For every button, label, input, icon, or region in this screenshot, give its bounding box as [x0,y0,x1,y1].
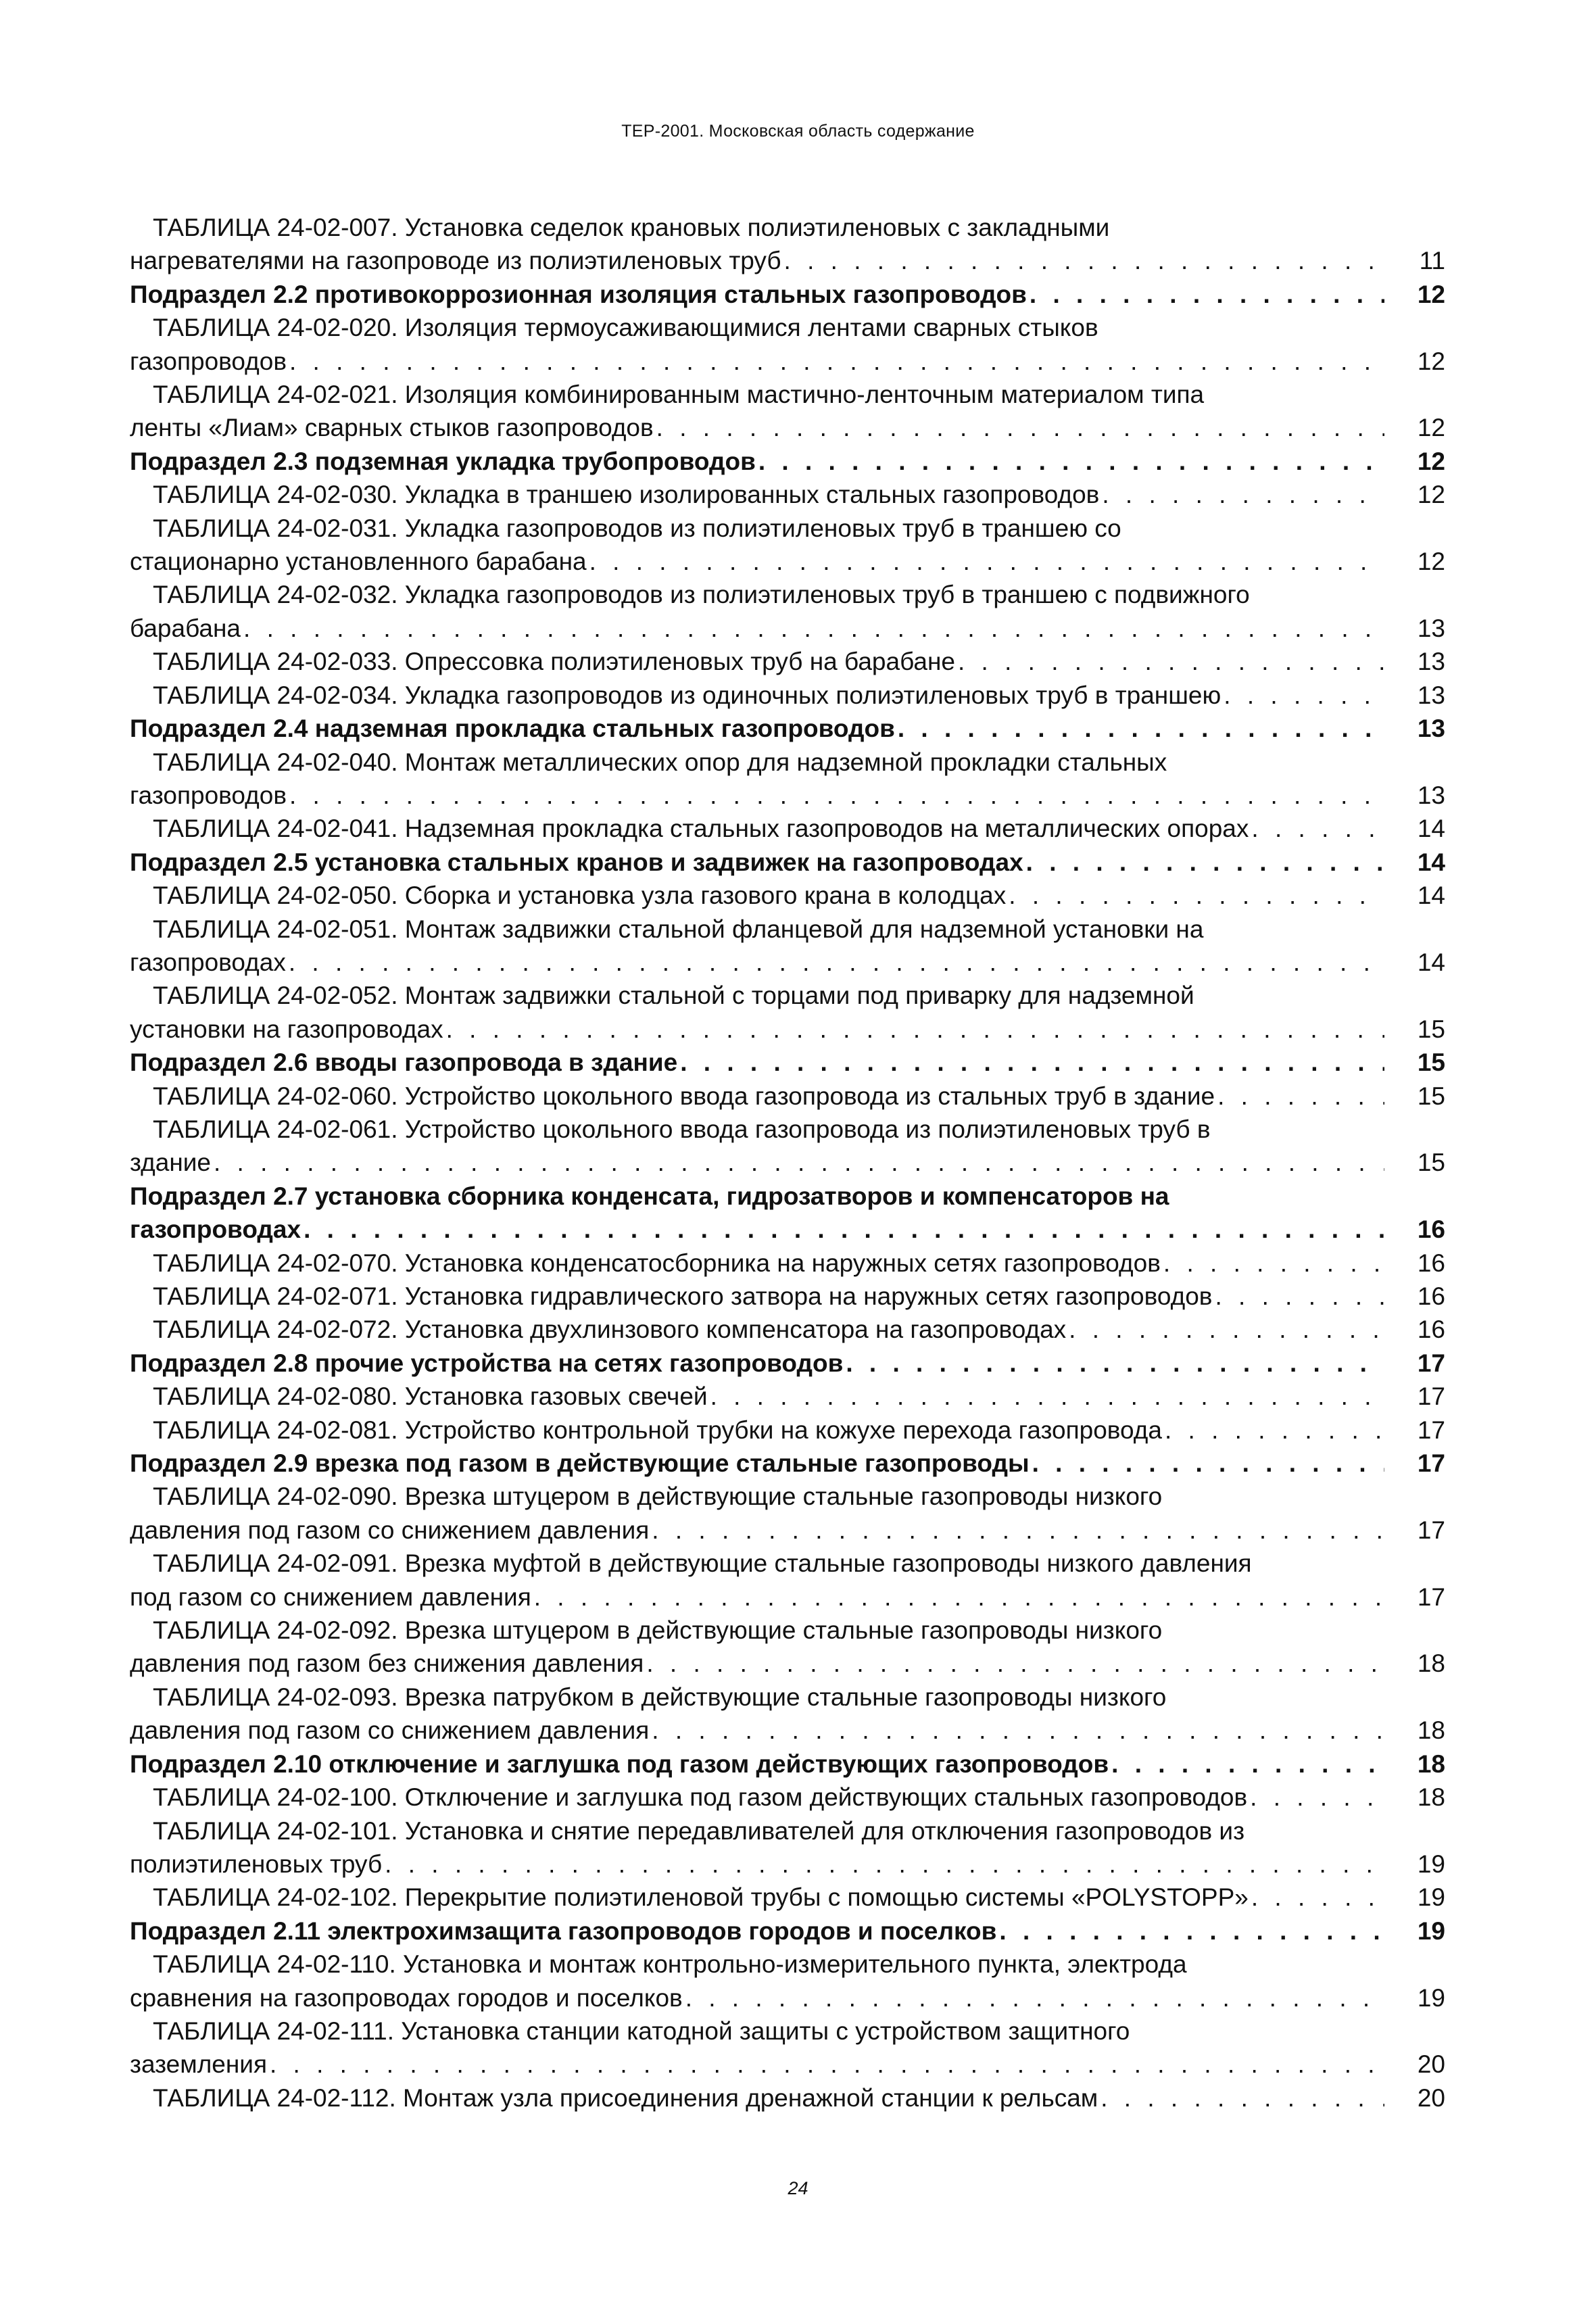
toc-page-number: 19 [1417,1850,1445,1878]
toc-entry-text: ТАБЛИЦА 24-02-100. Отключение и заглушка под газом действующих стальных газопроводов [153,1783,1248,1812]
toc-page-number: 18 [1417,1750,1445,1778]
toc-entry-text: Подраздел 2.5 установка стальных кранов и задвижек на газопроводах [130,848,1023,876]
toc-entry-line [130,411,1384,444]
toc-table-entry [130,578,1445,645]
toc-page-number: 18 [1417,1649,1445,1678]
dot-leader [1102,478,1384,511]
toc-entry-text: ТАБЛИЦА 24-02-020. Изоляция термоусаживающимися лентами сварных стыков [153,314,1098,342]
toc-page-number: 13 [1417,648,1445,676]
toc-entry-text: газопроводах [130,1215,301,1244]
toc-entry-text: газопроводов [130,781,287,809]
dot-leader [1251,812,1384,845]
dot-leader [289,946,1384,979]
toc-table-entry [130,812,1445,845]
toc-entry-line [130,612,1384,645]
toc-entry-text: здание [130,1149,211,1177]
toc-entry-line [130,512,1384,545]
dot-leader [1163,1247,1384,1280]
dot-leader [710,1380,1384,1413]
toc-entry-text: давления под газом со снижением давления [130,1516,650,1544]
table-of-contents [130,211,1445,2115]
page-header: ТЕР-2001. Московская область содержание [621,122,975,141]
toc-entry-text: полиэтиленовых труб [130,1850,383,1878]
dot-leader [1032,1447,1384,1480]
toc-entry-line [130,378,1384,411]
toc-entry-text: сравнения на газопроводах городов и поселков [130,1983,683,2012]
toc-table-entry [130,1313,1445,1346]
toc-entry-line [130,1080,1384,1113]
toc-table-entry [130,1480,1445,1547]
dot-leader [685,1981,1384,2015]
toc-entry-text: ТАБЛИЦА 24-02-032. Укладка газопроводов из полиэтиленовых труб в траншею с подвижного [153,581,1250,609]
toc-entry-text: ТАБЛИЦА 24-02-111. Установка станции катодной защиты с устройством защитного [153,2017,1130,2045]
dot-leader [1165,1414,1384,1447]
toc-page-number: 19 [1417,1916,1445,1945]
toc-entry-text: ленты «Лиам» сварных стыков газопроводов [130,414,654,442]
toc-entry-text: ТАБЛИЦА 24-02-110. Установка и монтаж контрольно-измерительного пункта, электрода [153,1950,1187,1979]
dot-leader [1224,679,1384,712]
toc-page-number: 15 [1417,1082,1445,1110]
toc-entry-text: Подраздел 2.7 установка сборника конденсата, гидрозатворов и компенсаторов на [130,1182,1169,1210]
page-number: 24 [788,2178,808,2198]
dot-leader [646,1647,1384,1680]
toc-entry-text: ТАБЛИЦА 24-02-102. Перекрытие полиэтиленовой трубы с помощью системы «POLYSTOPP» [153,1883,1249,1912]
toc-entry-line [130,1981,1384,2015]
toc-table-entry [130,1814,1445,1881]
toc-table-entry [130,913,1445,980]
toc-entry-text: установки на газопроводах [130,1015,443,1043]
dot-leader [1217,1080,1384,1113]
toc-entry-line [130,1614,1384,1647]
dot-leader [1101,2081,1384,2115]
toc-entry-line [130,779,1384,812]
toc-table-entry [130,1380,1445,1413]
toc-entry-line [130,1247,1384,1280]
toc-section-entry [130,1914,1445,1948]
toc-table-entry [130,1881,1445,1914]
toc-page-number: 14 [1417,948,1445,976]
dot-leader [652,1714,1384,1747]
toc-table-entry [130,378,1445,445]
dot-leader [1215,1280,1384,1313]
toc-entry-line [130,679,1384,712]
toc-page-number: 13 [1417,681,1445,709]
toc-entry-line [130,1848,1384,1881]
toc-entry-text: Подраздел 2.8 прочие устройства на сетях газопроводов [130,1349,844,1377]
toc-page-number: 18 [1417,1716,1445,1745]
dot-leader [652,1514,1384,1547]
dot-leader [589,545,1384,578]
toc-section-entry [130,1747,1445,1781]
toc-entry-line [130,211,1384,244]
toc-entry-text: ТАБЛИЦА 24-02-007. Установка седелок крановых полиэтиленовых с закладными [153,214,1110,241]
toc-entry-line [130,913,1384,946]
toc-entry-line [130,1814,1384,1848]
toc-entry-line [130,1681,1384,1714]
toc-table-entry [130,1080,1445,1113]
toc-page-number: 15 [1417,1015,1445,1043]
toc-entry-line [130,1881,1384,1914]
toc-entry-line [130,645,1384,678]
toc-entry-text: ТАБЛИЦА 24-02-072. Установка двухлинзового компенсатора на газопроводах [153,1316,1067,1344]
toc-entry-text: Подраздел 2.9 врезка под газом в действующие стальные газопроводы [130,1449,1030,1478]
toc-page-number: 20 [1417,2083,1445,2112]
dot-leader [680,1046,1384,1079]
toc-table-entry [130,1614,1445,1681]
dot-leader [270,2048,1384,2081]
toc-table-entry [130,1414,1445,1447]
toc-entry-line [130,712,1384,745]
toc-page-number: 17 [1417,1416,1445,1444]
toc-entry-text: ТАБЛИЦА 24-02-040. Монтаж металлических опор для надземной прокладки стальных [153,748,1167,776]
toc-entry-text: Подраздел 2.4 надземная прокладка стальных газопроводов [130,715,895,743]
toc-entry-text: ТАБЛИЦА 24-02-051. Монтаж задвижки стальной фланцевой для надземной установки на [153,915,1204,943]
toc-table-entry [130,512,1445,579]
dot-leader [304,1213,1384,1246]
toc-entry-line [130,2081,1384,2115]
dot-leader [214,1146,1384,1179]
toc-entry-text: ТАБЛИЦА 24-02-070. Установка конденсатосборника на наружных сетях газопроводов [153,1249,1161,1277]
toc-section-entry [130,846,1445,879]
toc-page-number: 17 [1417,1516,1445,1544]
toc-entry-text: ТАБЛИЦА 24-02-101. Установка и снятие передавливателей для отключения газопроводов из [153,1816,1245,1845]
dot-leader [1251,1881,1384,1914]
toc-page-number: 12 [1417,481,1445,509]
toc-section-entry [130,1347,1445,1380]
toc-page-number: 18 [1417,1783,1445,1812]
toc-table-entry [130,645,1445,678]
dot-leader [1111,1747,1384,1781]
toc-entry-line [130,1480,1384,1513]
toc-table-entry [130,211,1445,278]
toc-page-number: 17 [1417,1349,1445,1377]
toc-entry-text: ТАБЛИЦА 24-02-080. Установка газовых свечей [153,1382,708,1411]
toc-entry-text: газопроводов [130,347,287,375]
toc-table-entry [130,1547,1445,1614]
toc-entry-line [130,478,1384,511]
toc-section-entry [130,1447,1445,1480]
toc-entry-line [130,746,1384,779]
toc-entry-line [130,578,1384,611]
toc-section-entry [130,278,1445,311]
toc-entry-line [130,1714,1384,1747]
toc-page-number: 19 [1417,1983,1445,2012]
toc-entry-line [130,1013,1384,1046]
dot-leader [1009,879,1384,912]
toc-entry-text: давления под газом со снижением давления [130,1716,650,1745]
toc-table-entry [130,979,1445,1046]
toc-entry-line [130,1313,1384,1346]
toc-page-number: 12 [1417,414,1445,442]
toc-entry-text: Подраздел 2.2 противокоррозионная изоляция стальных газопроводов [130,280,1027,308]
toc-section-entry [130,1046,1445,1079]
toc-page-number: 12 [1417,347,1445,375]
toc-page-number: 16 [1417,1316,1445,1344]
toc-entry-text: ТАБЛИЦА 24-02-031. Укладка газопроводов из полиэтиленовых труб в траншею со [153,514,1121,542]
toc-entry-text: стационарно установленного барабана [130,548,587,576]
toc-page-number: 16 [1417,1215,1445,1244]
toc-page-number: 19 [1417,1883,1445,1912]
toc-page-number: 13 [1417,614,1445,642]
dot-leader [1250,1781,1384,1814]
toc-entry-line [130,812,1384,845]
dot-leader [999,1914,1384,1948]
toc-table-entry [130,679,1445,712]
toc-entry-text: ТАБЛИЦА 24-02-060. Устройство цокольного ввода газопровода из стальных труб в здание [153,1082,1215,1110]
toc-entry-line [130,1414,1384,1447]
toc-entry-text: ТАБЛИЦА 24-02-093. Врезка патрубком в действующие стальные газопроводы низкого [153,1683,1167,1711]
dot-leader [656,411,1384,444]
toc-entry-line [130,1347,1384,1380]
toc-entry-text: Подраздел 2.10 отключение и заглушка под газом действующих газопроводов [130,1750,1109,1778]
toc-entry-text: ТАБЛИЦА 24-02-061. Устройство цокольного ввода газопровода из полиэтиленовых труб в [153,1115,1211,1143]
toc-entry-line [130,2015,1384,2048]
toc-entry-text: ТАБЛИЦА 24-02-081. Устройство контрольной трубки на кожухе перехода газопровода [153,1416,1162,1444]
toc-entry-text: ТАБЛИЦА 24-02-090. Врезка штуцером в действующие стальные газопроводы низкого [153,1482,1163,1511]
toc-entry-line [130,1547,1384,1580]
toc-page-number: 12 [1417,280,1445,308]
toc-page-number: 14 [1417,815,1445,843]
toc-entry-line [130,244,1384,277]
toc-page-number: 14 [1417,848,1445,876]
toc-page-number: 13 [1417,715,1445,743]
toc-table-entry [130,1247,1445,1280]
toc-table-entry [130,1948,1445,2015]
dot-leader [758,445,1384,478]
toc-entry-text: заземления [130,2050,267,2079]
toc-entry-line [130,1046,1384,1079]
toc-entry-line [130,1180,1384,1213]
toc-entry-text: ТАБЛИЦА 24-02-112. Монтаж узла присоединения дренажной станции к рельсам [153,2083,1098,2112]
toc-entry-text: ТАБЛИЦА 24-02-071. Установка гидравлического затвора на наружных сетях газопроводов [153,1282,1213,1310]
dot-leader [898,712,1384,745]
toc-entry-line [130,946,1384,979]
toc-page-number: 16 [1417,1249,1445,1277]
toc-entry-line [130,1647,1384,1680]
toc-entry-line [130,1514,1384,1547]
toc-page-number: 17 [1417,1382,1445,1411]
toc-entry-line [130,545,1384,578]
toc-entry-line [130,345,1384,378]
toc-entry-text: под газом со снижением давления [130,1583,531,1611]
toc-entry-line [130,1113,1384,1146]
toc-entry-text: Подраздел 2.3 подземная укладка трубопроводов [130,447,756,475]
toc-entry-text: ТАБЛИЦА 24-02-052. Монтаж задвижки стальной с торцами под приварку для надземной [153,982,1194,1010]
toc-entry-text: ТАБЛИЦА 24-02-030. Укладка в траншею изолированных стальных газопроводов [153,481,1100,509]
toc-table-entry [130,311,1445,378]
dot-leader [1069,1313,1384,1346]
toc-table-entry [130,2081,1445,2115]
toc-entry-text: ТАБЛИЦА 24-02-050. Сборка и установка узла газового крана в колодцах [153,882,1007,910]
toc-table-entry [130,746,1445,813]
toc-page-number: 12 [1417,548,1445,576]
toc-entry-line [130,1948,1384,1981]
toc-entry-line [130,1781,1384,1814]
toc-section-entry [130,712,1445,745]
toc-page-number: 17 [1417,1583,1445,1611]
dot-leader [534,1581,1384,1614]
toc-entry-line [130,278,1384,311]
toc-table-entry [130,879,1445,912]
toc-entry-line [130,1380,1384,1413]
toc-entry-line [130,2048,1384,2081]
toc-entry-text: нагревателями на газопроводе из полиэтиленовых труб [130,247,781,275]
toc-entry-text: барабана [130,614,241,642]
dot-leader [385,1848,1384,1881]
toc-entry-line [130,311,1384,344]
toc-page-number: 14 [1417,882,1445,910]
toc-entry-line [130,879,1384,912]
toc-page-number: 13 [1417,781,1445,809]
dot-leader [243,612,1384,645]
toc-page-number: 15 [1417,1149,1445,1177]
toc-table-entry [130,1113,1445,1180]
toc-section-entry [130,445,1445,478]
toc-page-number: 16 [1417,1282,1445,1310]
dot-leader [289,779,1384,812]
dot-leader [1026,846,1384,879]
toc-entry-line [130,1581,1384,1614]
toc-entry-text: давления под газом без снижения давления [130,1649,644,1678]
toc-entry-line [130,1914,1384,1948]
dot-leader [446,1013,1384,1046]
dot-leader [1030,278,1384,311]
toc-page-number: 17 [1417,1449,1445,1478]
toc-entry-line [130,1213,1384,1246]
toc-entry-text: ТАБЛИЦА 24-02-021. Изоляция комбинированным мастично-ленточным материалом типа [153,381,1205,409]
toc-entry-text: ТАБЛИЦА 24-02-092. Врезка штуцером в действующие стальные газопроводы низкого [153,1616,1163,1645]
toc-section-entry [130,1180,1445,1247]
toc-entry-text: ТАБЛИЦА 24-02-033. Опрессовка полиэтиленовых труб на барабане [153,648,955,676]
toc-entry-text: ТАБЛИЦА 24-02-034. Укладка газопроводов из одиночных полиэтиленовых труб в траншею [153,681,1222,709]
toc-table-entry [130,478,1445,511]
toc-entry-text: газопроводах [130,948,286,976]
toc-page-number: 12 [1417,447,1445,475]
toc-entry-line [130,846,1384,879]
toc-entry-text: Подраздел 2.11 электрохимзащита газопроводов городов и поселков [130,1916,997,1945]
toc-entry-line [130,979,1384,1012]
toc-entry-text: ТАБЛИЦА 24-02-091. Врезка муфтой в действующие стальные газопроводы низкого давления [153,1549,1252,1578]
toc-entry-line [130,445,1384,478]
toc-table-entry [130,1781,1445,1814]
toc-entry-line [130,1747,1384,1781]
dot-leader [846,1347,1384,1380]
toc-table-entry [130,1280,1445,1313]
toc-table-entry [130,2015,1445,2081]
dot-leader [784,244,1384,277]
toc-entry-text: Подраздел 2.6 вводы газопровода в здание [130,1048,678,1077]
toc-entry-line [130,1146,1384,1179]
toc-table-entry [130,1681,1445,1747]
toc-page-number: 15 [1417,1048,1445,1077]
toc-entry-line [130,1280,1384,1313]
toc-entry-line [130,1447,1384,1480]
dot-leader [289,345,1384,378]
dot-leader [958,645,1384,678]
toc-page-number: 11 [1419,247,1445,275]
toc-page-number: 20 [1417,2050,1445,2079]
toc-entry-text: ТАБЛИЦА 24-02-041. Надземная прокладка стальных газопроводов на металлических опорах [153,815,1249,843]
